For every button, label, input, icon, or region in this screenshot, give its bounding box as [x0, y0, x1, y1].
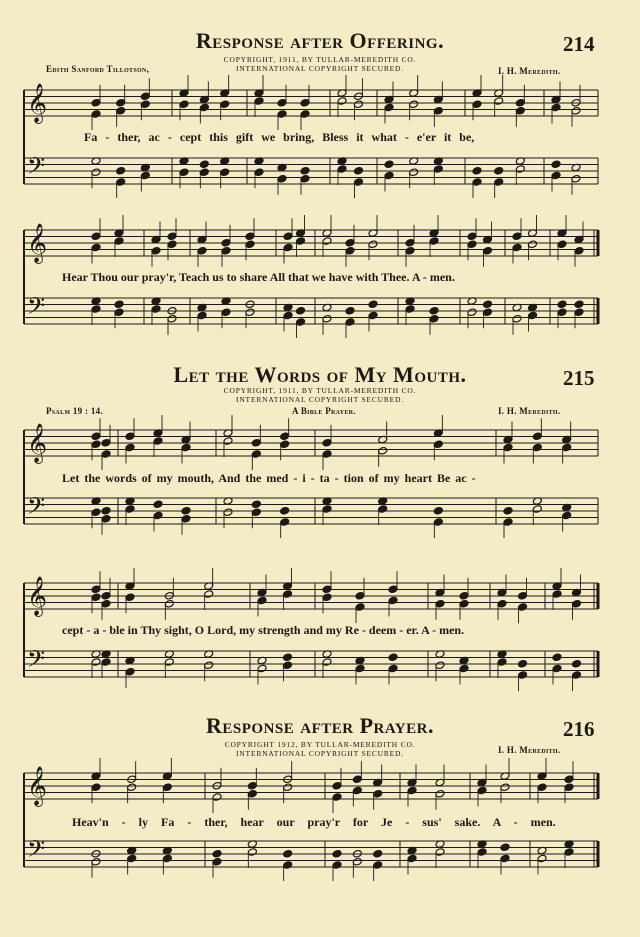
note-head — [494, 178, 504, 187]
note-head — [140, 100, 150, 109]
note-head — [197, 311, 207, 320]
note-head — [277, 174, 287, 183]
note-head — [101, 658, 111, 667]
note-head — [532, 443, 542, 452]
note-head — [472, 166, 482, 175]
note-head — [101, 514, 111, 523]
note-head — [373, 789, 383, 798]
treble-clef-icon: 𝄞 — [27, 766, 48, 806]
bass-clef-icon: 𝄢 — [27, 292, 46, 325]
note-head — [254, 168, 264, 177]
note-head — [528, 311, 538, 320]
note-head — [532, 432, 542, 441]
copyright-line-1: COPYRIGHT, 1911, BY TULLAR-MEREDITH CO. — [223, 55, 417, 64]
note-head — [91, 783, 101, 792]
note-head — [354, 178, 364, 187]
note-head — [368, 300, 378, 309]
note-head — [114, 308, 124, 317]
note-head — [179, 168, 189, 177]
note-head — [500, 843, 510, 852]
note-head — [283, 232, 293, 241]
note-head — [125, 443, 135, 452]
note-head — [368, 311, 378, 320]
note-head — [116, 166, 126, 175]
note-head — [459, 599, 469, 608]
note-head — [337, 165, 347, 174]
hymn-number-216: 216 — [563, 717, 595, 741]
note-head — [345, 246, 355, 255]
note-head — [101, 591, 111, 600]
note-head — [332, 781, 342, 790]
note-head — [181, 506, 191, 515]
note-head — [518, 603, 528, 612]
note-head — [332, 861, 342, 870]
note-head — [114, 237, 124, 246]
note-head — [494, 166, 504, 175]
note-head — [283, 861, 293, 870]
note-head — [537, 854, 547, 863]
note-head — [459, 664, 469, 673]
note-head — [409, 100, 419, 109]
note-head — [322, 593, 332, 602]
note-head — [322, 438, 332, 447]
note-head — [322, 658, 332, 667]
note-head — [472, 100, 482, 109]
lyric-line: Fa - ther, ac - cept this gift we bring, Bless it what - e'er it be, — [84, 130, 475, 144]
note-head — [181, 443, 191, 452]
note-head — [345, 318, 355, 327]
note-head — [101, 450, 111, 459]
note-head — [467, 240, 477, 249]
note-head — [435, 789, 445, 798]
note-head — [212, 793, 222, 802]
note-head — [91, 232, 101, 241]
note-head — [515, 98, 525, 107]
note-head — [127, 783, 137, 792]
copyright-line-1: COPYRIGHT, 1911, BY TULLAR-MEREDITH CO. — [223, 386, 417, 395]
note-head — [280, 518, 290, 527]
note-head — [384, 171, 394, 180]
note-head — [220, 168, 230, 177]
note-head — [125, 667, 135, 676]
note-head — [483, 308, 493, 317]
note-head — [91, 110, 101, 119]
note-head — [477, 848, 487, 857]
note-head — [116, 106, 126, 115]
note-head — [332, 849, 342, 858]
note-head — [564, 775, 574, 784]
note-head — [140, 92, 150, 101]
note-head — [494, 97, 504, 106]
music-credit: I. H. Meredith. — [498, 745, 561, 755]
note-head — [574, 246, 584, 255]
lyric-line: Heav'n - ly Fa - ther, hear our pray'r for Je - sus' sake. A - men. — [72, 815, 556, 829]
music-credit: I. H. Meredith. — [498, 406, 561, 416]
note-head — [500, 783, 510, 792]
note-head — [164, 599, 174, 608]
note-head — [280, 432, 290, 441]
note-head — [572, 659, 582, 668]
note-head — [572, 599, 582, 608]
note-head — [91, 168, 101, 177]
note-head — [433, 506, 443, 515]
note-head — [254, 97, 264, 106]
note-head — [181, 514, 191, 523]
note-head — [296, 237, 306, 246]
hymn-number-215: 215 — [563, 366, 595, 390]
note-head — [125, 593, 135, 602]
note-head — [574, 308, 584, 317]
note-head — [537, 783, 547, 792]
note-head — [199, 160, 209, 169]
note-head — [283, 590, 293, 599]
note-head — [91, 585, 101, 594]
note-head — [337, 97, 347, 106]
note-head — [221, 308, 231, 317]
note-head — [518, 659, 528, 668]
note-head — [388, 585, 398, 594]
note-head — [151, 305, 161, 314]
note-head — [251, 438, 261, 447]
hymn-title-216: Response after Prayer. — [206, 713, 434, 738]
note-head — [467, 232, 477, 241]
note-head — [552, 664, 562, 673]
note-head — [151, 246, 161, 255]
note-head — [352, 775, 362, 784]
note-head — [251, 500, 261, 509]
note-head — [407, 854, 417, 863]
note-head — [407, 786, 417, 795]
note-head — [467, 308, 477, 317]
note-head — [300, 174, 310, 183]
note-head — [500, 854, 510, 863]
note-head — [204, 661, 214, 670]
note-head — [153, 511, 163, 520]
note-head — [283, 243, 293, 252]
note-head — [167, 314, 177, 323]
note-head — [557, 308, 567, 317]
note-head — [433, 106, 443, 115]
note-head — [212, 849, 222, 858]
note-head — [91, 857, 101, 866]
note-head — [405, 238, 415, 247]
note-head — [322, 237, 332, 246]
note-head — [197, 246, 207, 255]
treble-clef-icon: 𝄞 — [27, 576, 48, 616]
music-credit: I. H. Meredith. — [498, 66, 561, 76]
note-head — [373, 861, 383, 870]
note-head — [322, 314, 332, 323]
note-head — [91, 658, 101, 667]
note-head — [572, 671, 582, 680]
note-head — [220, 100, 230, 109]
note-head — [127, 854, 137, 863]
lyric-line: cept - a - ble in Thy sight, O Lord, my strength and my Re - deem - er. A - men. — [62, 623, 465, 637]
note-head — [435, 599, 445, 608]
note-head — [433, 518, 443, 527]
note-head — [164, 658, 174, 667]
note-head — [483, 246, 493, 255]
note-head — [91, 440, 101, 449]
note-head — [384, 160, 394, 169]
bass-clef-icon: 𝄢 — [27, 152, 46, 185]
note-head — [283, 661, 293, 670]
bass-clef-icon: 𝄢 — [27, 645, 46, 678]
note-head — [91, 593, 101, 602]
note-head — [552, 590, 562, 599]
note-head — [280, 440, 290, 449]
note-head — [125, 432, 135, 441]
note-head — [251, 450, 261, 459]
note-head — [167, 232, 177, 241]
note-head — [245, 240, 255, 249]
note-head — [116, 178, 126, 187]
bass-clef-icon: 𝄢 — [27, 835, 46, 868]
note-head — [204, 590, 214, 599]
note-head — [223, 508, 233, 517]
note-head — [355, 591, 365, 600]
note-head — [503, 443, 513, 452]
note-head — [199, 103, 209, 112]
note-head — [557, 300, 567, 309]
note-head — [332, 793, 342, 802]
bass-clef-icon: 𝄢 — [27, 492, 46, 525]
note-head — [140, 171, 150, 180]
note-head — [512, 243, 522, 252]
note-head — [388, 664, 398, 673]
note-head — [296, 306, 306, 315]
note-head — [355, 603, 365, 612]
note-head — [433, 440, 443, 449]
note-head — [378, 446, 388, 455]
note-head — [245, 232, 255, 241]
note-head — [512, 314, 522, 323]
note-head — [114, 300, 124, 309]
note-head — [551, 171, 561, 180]
note-head — [296, 318, 306, 327]
note-head — [388, 596, 398, 605]
note-head — [435, 661, 445, 670]
note-head — [564, 848, 574, 857]
note-head — [503, 506, 513, 515]
note-head — [280, 506, 290, 515]
note-head — [564, 783, 574, 792]
note-head — [562, 443, 572, 452]
note-head — [322, 505, 332, 514]
note-head — [91, 98, 101, 107]
copyright-line-2: INTERNATIONAL COPYRIGHT SECURED. — [236, 395, 404, 404]
note-head — [503, 518, 513, 527]
note-head — [551, 160, 561, 169]
note-head — [101, 438, 111, 447]
note-head — [345, 306, 355, 315]
note-head — [245, 308, 255, 317]
note-head — [497, 658, 507, 667]
note-head — [162, 783, 172, 792]
note-head — [429, 237, 439, 246]
note-head — [551, 103, 561, 112]
note-head — [352, 786, 362, 795]
note-head — [405, 246, 415, 255]
note-head — [528, 240, 538, 249]
note-head — [101, 506, 111, 515]
note-head — [552, 653, 562, 662]
note-head — [373, 849, 383, 858]
note-head — [179, 100, 189, 109]
note-head — [257, 596, 267, 605]
note-head — [557, 240, 567, 249]
note-head — [497, 599, 507, 608]
note-head — [162, 854, 172, 863]
note-head — [322, 450, 332, 459]
note-head — [116, 98, 126, 107]
note-head — [515, 106, 525, 115]
note-head — [378, 505, 388, 514]
note-head — [221, 238, 231, 247]
note-head — [433, 165, 443, 174]
note-head — [300, 110, 310, 119]
note-head — [300, 166, 310, 175]
note-head — [459, 591, 469, 600]
note-head — [153, 437, 163, 446]
note-head — [223, 437, 233, 446]
note-head — [212, 857, 222, 866]
note-head — [221, 246, 231, 255]
note-head — [435, 848, 445, 857]
note-head — [355, 664, 365, 673]
scripture-source: Psalm 19 : 14. — [46, 406, 104, 416]
note-head — [409, 168, 419, 177]
note-head — [518, 591, 528, 600]
note-head — [91, 243, 101, 252]
note-head — [384, 103, 394, 112]
copyright-line-1: COPYRIGHT 1912, BY TULLAR-MEREDITH CO. — [224, 740, 416, 749]
note-head — [345, 238, 355, 247]
note-head — [277, 110, 287, 119]
note-head — [101, 599, 111, 608]
note-head — [574, 300, 584, 309]
copyright-line-2: INTERNATIONAL COPYRIGHT SECURED. — [236, 749, 404, 758]
note-head — [199, 168, 209, 177]
note-head — [512, 232, 522, 241]
note-head — [571, 106, 581, 115]
note-head — [429, 314, 439, 323]
note-head — [368, 240, 378, 249]
copyright-line-2: INTERNATIONAL COPYRIGHT SECURED. — [236, 64, 404, 73]
note-head — [283, 653, 293, 662]
lyric-line: Let the words of my mouth, And the med - i - ta - tion of my heart Be ac - — [62, 471, 476, 485]
note-head — [483, 300, 493, 309]
note-head — [91, 432, 101, 441]
note-head — [515, 165, 525, 174]
note-head — [518, 671, 528, 680]
note-head — [354, 166, 364, 175]
note-head — [571, 174, 581, 183]
note-head — [91, 305, 101, 314]
note-head — [283, 783, 293, 792]
note-head — [247, 789, 257, 798]
hymn-number-214: 214 — [563, 32, 595, 56]
note-head — [257, 664, 267, 673]
note-head — [354, 100, 364, 109]
words-credit: Edith Sanford Tillotson, — [46, 64, 150, 74]
note-head — [477, 786, 487, 795]
note-head — [251, 508, 261, 517]
note-head — [167, 240, 177, 249]
note-head — [125, 505, 135, 514]
hymn-subtitle: A Bible Prayer. — [292, 406, 356, 416]
note-head — [277, 98, 287, 107]
note-head — [388, 653, 398, 662]
note-head — [352, 857, 362, 866]
note-head — [300, 98, 310, 107]
note-head — [472, 178, 482, 187]
lyric-line: Hear Thou our pray'r, Teach us to share All that we have with Thee. A - men. — [62, 270, 455, 284]
note-head — [91, 508, 101, 517]
note-head — [532, 505, 542, 514]
hymn-title-215: Let the Words of My Mouth. — [173, 362, 467, 387]
treble-clef-icon: 𝄞 — [27, 223, 48, 263]
note-head — [405, 305, 415, 314]
note-head — [247, 781, 257, 790]
note-head — [247, 848, 257, 857]
note-head — [429, 306, 439, 315]
hymn-title-214: Response after Offering. — [195, 28, 445, 53]
note-head — [322, 585, 332, 594]
note-head — [562, 511, 572, 520]
note-head — [283, 311, 293, 320]
note-head — [153, 500, 163, 509]
treble-clef-icon: 𝄞 — [27, 83, 48, 123]
treble-clef-icon: 𝄞 — [27, 423, 48, 463]
note-head — [283, 849, 293, 858]
